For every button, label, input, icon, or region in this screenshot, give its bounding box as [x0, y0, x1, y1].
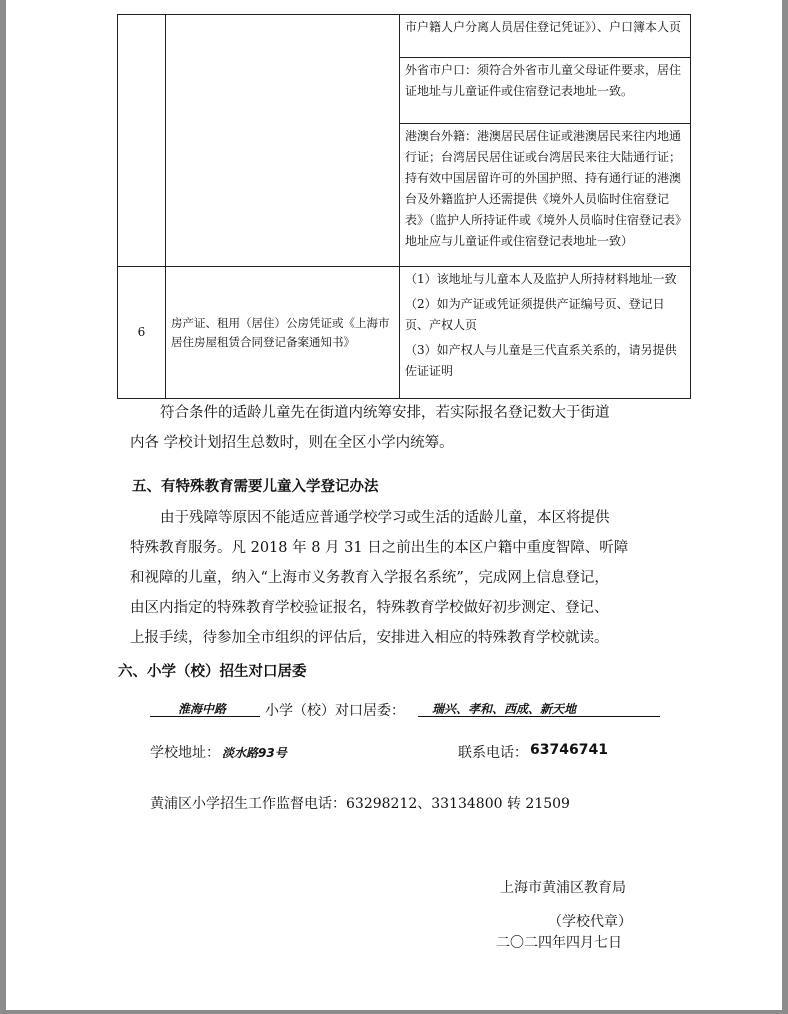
- note-cell: 外省市户口：须符合外省市儿童父母证件要求，居住证地址与儿童证件或住宿登记表地址一致。: [400, 58, 691, 124]
- viewer-frame-right: [782, 0, 788, 1014]
- note-item: （1）该地址与儿童本人及监护人所持材料地址一致: [405, 272, 677, 286]
- paragraph-line: 上报手续，待参加全市组织的评估后，安排进入相应的特殊教育学校就读。: [130, 630, 609, 646]
- signature-date: 二〇二四年四月七日: [496, 935, 622, 951]
- viewer-frame-bottom: [0, 1010, 788, 1014]
- note-item: （2）如为产证或凭证须提供产证编号页、登记日页、产权人页: [405, 297, 665, 332]
- paragraph-line: 符合条件的适龄儿童先在街道内统筹安排，若实际报名登记数大于街道: [160, 405, 610, 421]
- address-label: 学校地址：: [150, 745, 220, 761]
- committees-value: 瑞兴、孝和、西成、新天地: [432, 702, 577, 716]
- phone-value: 63746741: [530, 742, 608, 758]
- table-row: [118, 267, 691, 399]
- school-name: 淮海中路: [178, 702, 227, 716]
- row-number-cell: [118, 15, 166, 267]
- paragraph-line: 由于残障等原因不能适应普通学校学习或生活的适龄儿童，本区将提供: [160, 510, 610, 526]
- paragraph-line: 特殊教育服务。凡 2018 年 8 月 31 日之前出生的本区户籍中重度智障、听障: [130, 540, 629, 556]
- school-suffix-label: 小学（校）对口居委：: [265, 703, 405, 719]
- seal-note: （学校代章）: [548, 914, 632, 930]
- note-cell: [400, 267, 691, 399]
- address-value: 淡水路93号: [222, 746, 287, 760]
- note-cell: 港澳台外籍：港澳居民居住证或港澳居民来往内地通行证；台湾居民居住证或台湾居民来往大陆通行证；持有效中国居留许可的外国护照、持有通行证的港澳台及外籍监护人还需提供《境外人员临时住宿登记表》（监护人所持证件或《境外人员临时住宿登记表》地址应与儿童证件或住宿登记表地址一致）: [400, 124, 691, 267]
- supervision-phone: 黄浦区小学招生工作监督电话：63298212、33134800 转 21509: [150, 796, 570, 812]
- row-number-cell: 6: [118, 267, 166, 399]
- phone-label: 联系电话：: [458, 745, 528, 761]
- paragraph-line: 内各 学校计划招生总数时，则在全区小学内统筹。: [130, 435, 454, 451]
- note-item: （3）如产权人与儿童是三代直系关系的，请另提供佐证证明: [405, 343, 677, 378]
- material-cell: 房产证、租用（居住）公房凭证或《上海市居住房屋租赁合同登记备案通知书》: [166, 267, 400, 399]
- paragraph-line: 由区内指定的特殊教育学校验证报名，特殊教育学校做好初步测定、登记、: [130, 600, 609, 616]
- note-cell: 市户籍人户分离人员居住登记凭证》）、户口簿本人页: [400, 15, 691, 58]
- section-heading-6: 六、小学（校）招生对口居委: [118, 664, 307, 680]
- section-heading-5: 五、有特殊教育需要儿童入学登记办法: [132, 479, 379, 495]
- signature-org: 上海市黄浦区教育局: [500, 880, 626, 896]
- table-row: [118, 15, 691, 58]
- material-cell: [166, 15, 400, 267]
- paragraph-line: 和视障的儿童，纳入“上海市义务教育入学报名系统”，完成网上信息登记，: [130, 570, 609, 586]
- viewer-frame-left: [0, 0, 6, 1014]
- materials-table: [117, 14, 691, 399]
